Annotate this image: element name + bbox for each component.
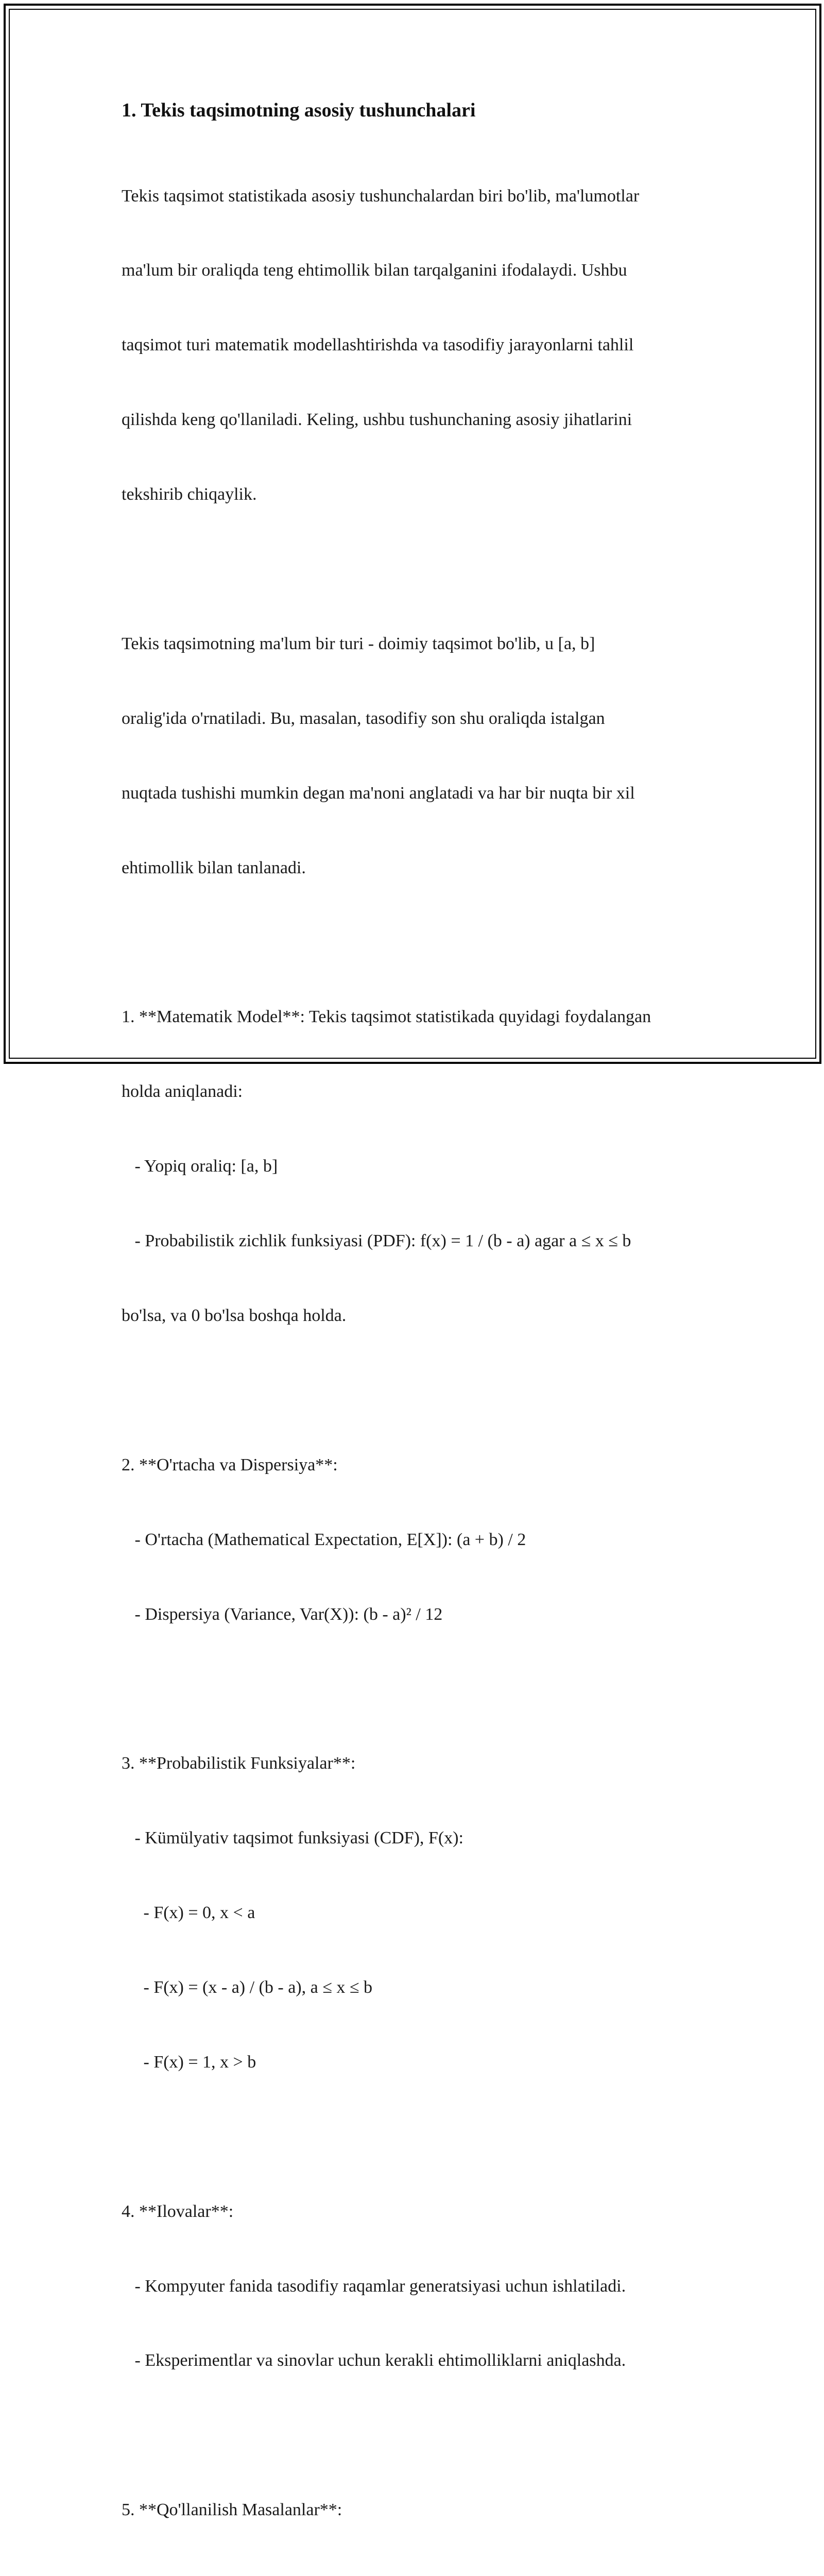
text-line: - Yopiq oraliq: [a, b] xyxy=(122,1157,278,1176)
text-line: - Eksperimentlar va sinovlar uchun kerakli ehtimolliklarni aniqlashda. xyxy=(122,2351,626,2370)
text-line: tekshirib chiqaylik. xyxy=(122,485,257,504)
list-item-applications xyxy=(122,2149,719,2423)
text-line: - F(x) = 1, x > b xyxy=(122,2052,256,2072)
text-line: - F(x) = 0, x < a xyxy=(122,1903,255,1923)
text-line: - Kompyuter fanida tasodifiy raqamlar generatsiyasi uchun ishlatiladi. xyxy=(122,2276,626,2296)
text-line: - Kümülyativ taqsimot funksiyasi (CDF), F(x): xyxy=(122,1828,464,1848)
text-line: 5. **Qo'llanilish Masalanlar**: xyxy=(122,2500,342,2520)
text-line: - Probabilistik zichlik funksiyasi (PDF): f(x) = 1 / (b - a) agar a ≤ x ≤ b xyxy=(122,1231,631,1251)
text-line: - O'rtacha (Mathematical Expectation, E[X]): (a + b) / 2 xyxy=(122,1530,526,1549)
text-line: ehtimollik bilan tanlanadi. xyxy=(122,858,306,877)
text-line: Tekis taqsimotning ma'lum bir turi - doimiy taqsimot bo'lib, u [a, b] xyxy=(122,634,595,653)
text-line: - Dispersiya (Variance, Var(X)): (b - a)² / 12 xyxy=(122,1604,443,1624)
text-line xyxy=(122,2572,719,2576)
continuous-distribution-paragraph xyxy=(122,582,719,930)
text-line: ma'lum bir oraliqda teng ehtimollik bilan tarqalganini ifodalaydi. Ushbu xyxy=(122,261,627,280)
list-item-mean-variance xyxy=(122,1403,719,1676)
text-line: 3. **Probabilistik Funksiyalar**: xyxy=(122,1754,356,1773)
text-line: holda aniqlanadi: xyxy=(122,1082,243,1101)
text-line: 4. **Ilovalar**: xyxy=(122,2201,234,2221)
section-heading: 1. Tekis taqsimotning asosiy tushunchalari xyxy=(122,99,476,121)
list-item-mathematical-model xyxy=(122,955,719,1378)
text-line: - F(x) = (x - a) / (b - a), a ≤ x ≤ b xyxy=(122,1977,373,1997)
intro-paragraph xyxy=(122,134,719,557)
list-item-probabilistic-functions xyxy=(122,1702,719,2125)
text-line: taqsimot turi matematik modellashtirishda va tasodifiy jarayonlarni tahlil xyxy=(122,335,634,355)
text-line: 1. **Matematik Model**: Tekis taqsimot statistikada quyidagi foydalangan xyxy=(122,1007,651,1027)
text-line: oralig'ida o'rnatiladi. Bu, masalan, tasodifiy son shu oraliqda istalgan xyxy=(122,708,605,728)
text-line: qilishda keng qo'llaniladi. Keling, ushbu tushunchaning asosiy jihatlarini xyxy=(122,410,632,430)
text-line: bo'lsa, va 0 bo'lsa boshqa holda. xyxy=(122,1306,347,1325)
text-line: nuqtada tushishi mumkin degan ma'noni anglatadi va har bir nuqta bir xil xyxy=(122,783,635,803)
text-line: 2. **O'rtacha va Dispersiya**: xyxy=(122,1455,338,1475)
document-body xyxy=(122,96,719,2576)
list-item-usage-examples xyxy=(122,2448,719,2576)
text-line: Tekis taqsimot statistikada asosiy tushunchalardan biri bo'lib, ma'lumotlar xyxy=(122,186,640,206)
